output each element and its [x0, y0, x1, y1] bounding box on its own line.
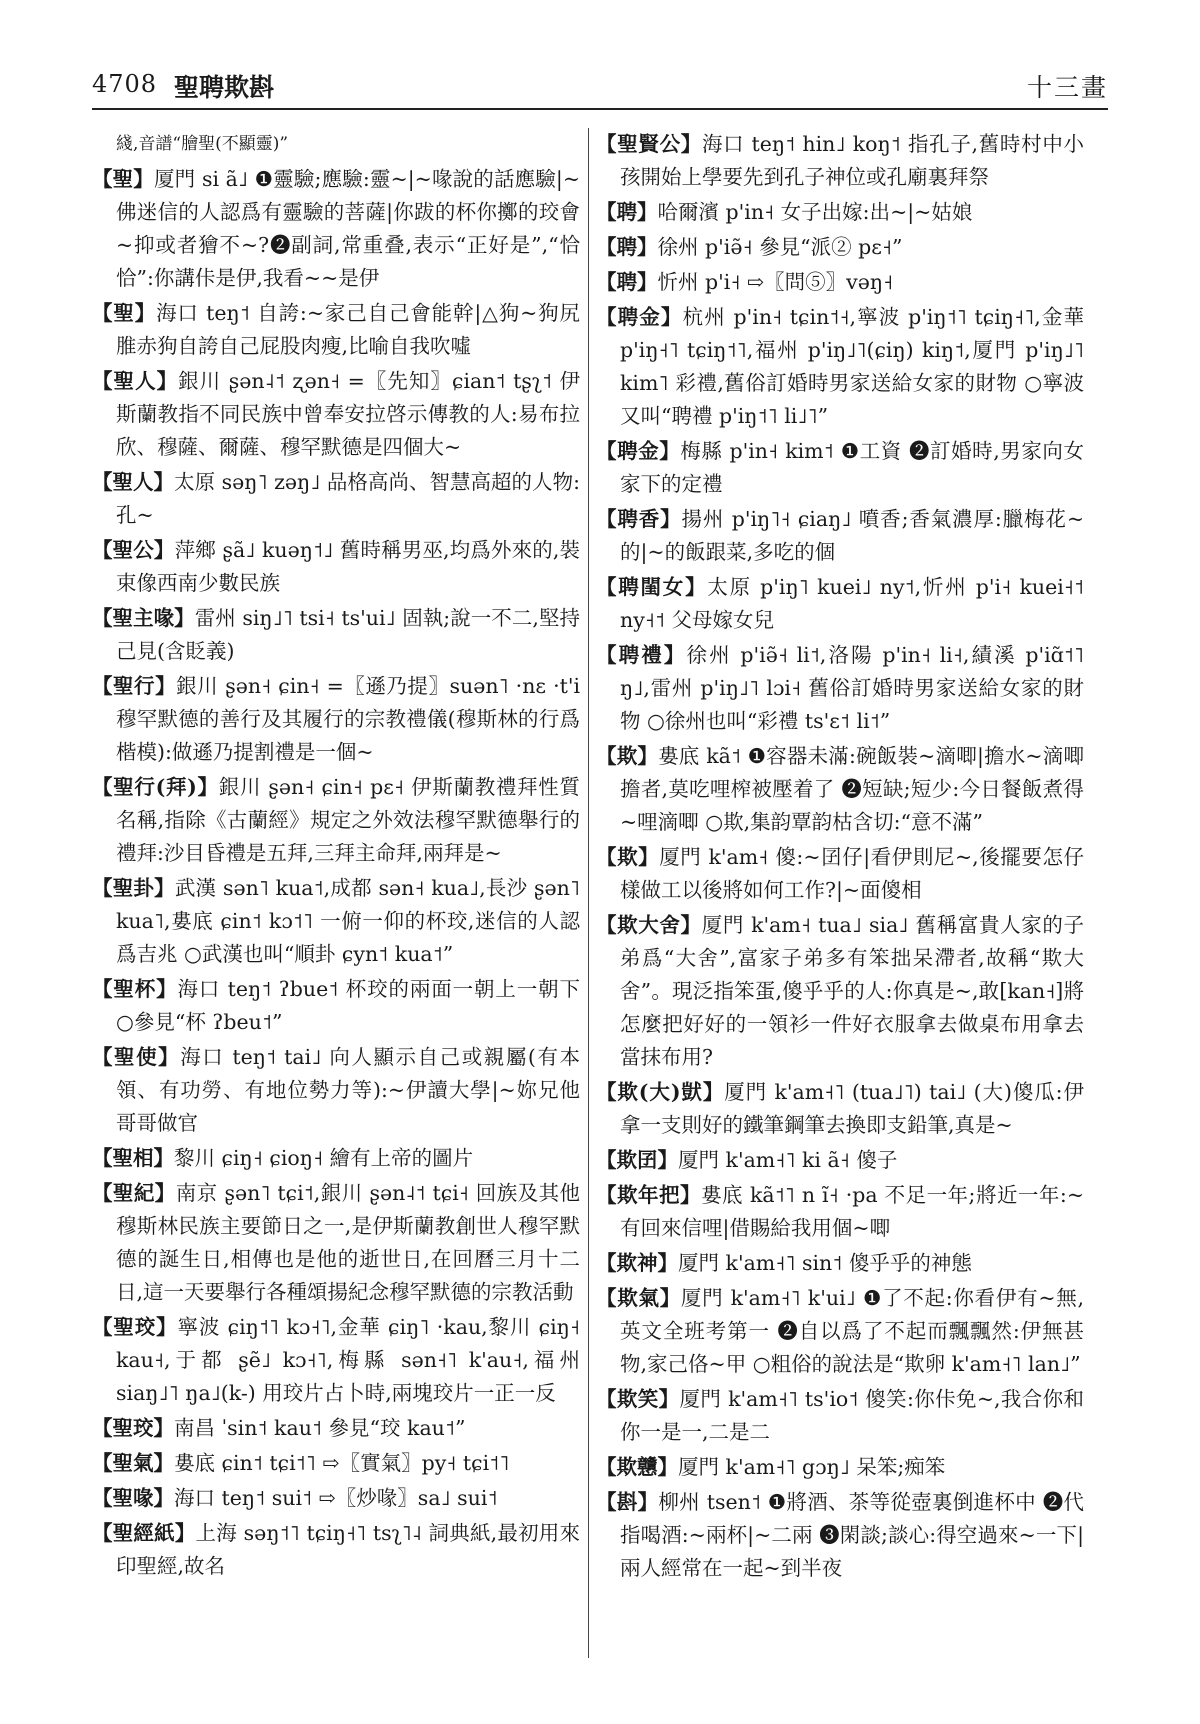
dictionary-entry	[92, 670, 580, 769]
entry-headword: 【欺囝】	[596, 1148, 678, 1172]
entry-headword: 【聖杯】	[92, 977, 178, 1001]
entry-definition: 南京 ʂən˥ tɕi˦,銀川 ʂən˨˦ tɕi˧ 回族及其他穆斯林民族主要節日之一,是伊斯蘭教創世人穆罕默德的誕生日,相傳也是他的逝世日,在回曆三月十二日,這一天要舉行各種頌揚紀念穆罕默德的宗教活動	[116, 1181, 580, 1304]
entry-headword: 【聖行(拜)】	[92, 775, 219, 799]
entry-headword: 【聖相】	[92, 1146, 174, 1170]
entry-definition: 萍鄉 ʂã˩ kuəŋ˦˩ 舊時稱男巫,均爲外來的,裝束像西南少數民族	[116, 538, 580, 595]
dictionary-entry	[92, 771, 580, 870]
page-header	[92, 64, 1108, 110]
entry-definition: 厦門 k'am˧˥ (tua˩˥) tai˩ (大)傻瓜:伊拿一支則好的鐵筆鋼筆去換即支鉛筆,真是~	[620, 1080, 1084, 1137]
entry-definition: 寧波 ɕiŋ˦˥ kɔ˧˥,金華 ɕiŋ˥ ·kau,黎川 ɕiŋ˧ kau˧,于都 ʂẽ˩ kɔ˧˥,梅縣 sən˧˥ k'au˧,福州 siaŋ˩˥ ŋa˩(k-) 用珓片占卜時,兩塊珓片一正一反	[116, 1315, 580, 1405]
entry-headword: 【聖主喙】	[92, 606, 195, 630]
dictionary-entry	[596, 301, 1084, 433]
dictionary-entry	[596, 639, 1084, 738]
dictionary-entry	[92, 1517, 580, 1583]
dictionary-entry	[92, 1177, 580, 1309]
entry-headword: 【聖珓】	[92, 1416, 174, 1440]
dictionary-entry	[92, 365, 580, 464]
left-column	[92, 128, 580, 1688]
dictionary-entry	[92, 1447, 580, 1480]
dictionary-entry	[596, 1144, 1084, 1177]
entry-headword: 【聖人】	[92, 470, 175, 494]
entry-definition: 銀川 ʂən˧ ɕin˧ =〖遜乃提〗suən˥ ·nɛ ·t'i 穆罕默德的善行及其履行的宗教禮儀(穆斯林的行爲楷模):做遜乃提割禮是一個~	[116, 674, 580, 764]
entry-headword: 【欺大舍】	[596, 913, 702, 937]
entry-definition: 海口 teŋ˦ sui˦ ⇨〖炒喙〗sa˩ sui˦	[174, 1486, 498, 1510]
entry-definition: 忻州 p'i˧ ⇨〖問⑤〗vəŋ˧	[657, 270, 894, 294]
entry-headword: 【聘閨女】	[596, 575, 708, 599]
entry-definition: 厦門 k'am˧˥ ts'io˦ 傻笑:你佧免~,我合你和你一是一,二是二	[620, 1387, 1084, 1444]
dictionary-entry	[596, 1076, 1084, 1142]
entry-definition: 武漢 sən˥ kua˦,成都 sən˧ kua˩,長沙 ʂən˥ kua˥,婁底 ɕin˦ kɔ˦˥ 一俯一仰的杯珓,迷信的人認爲吉兆 ○武漢也叫“順卦 ɕyn˦ kua˦”	[116, 876, 580, 966]
entry-definition: 太原 p'iŋ˥ kuei˩ ny˦,忻州 p'i˧ kuei˧˦ ny˧˦ 父母嫁女兒	[620, 575, 1084, 632]
entry-definition: 厦門 k'am˧˥ gɔŋ˩ 呆笨;痴笨	[678, 1455, 946, 1479]
dictionary-entry	[596, 503, 1084, 569]
entry-definition: 太原 səŋ˥ zəŋ˩ 品格高尚、智慧高超的人物:孔~	[116, 470, 580, 527]
entry-headword: 【聘】	[596, 200, 658, 224]
entry-definition: 厦門 k'am˧˥ ki ã˧ 傻子	[678, 1148, 898, 1172]
dictionary-entry	[92, 1311, 580, 1410]
entry-headword: 【欺】	[596, 744, 659, 768]
entry-definition: 厦門 k'am˧˥ sin˦ 傻乎乎的神態	[678, 1251, 972, 1275]
left-entry-list	[92, 163, 580, 1583]
entry-definition: 海口 teŋ˦ hin˩ koŋ˦ 指孔子,舊時村中小孩開始上學要先到孔子神位或孔廟裏拜祭	[620, 132, 1084, 189]
entry-headword: 【聖】	[92, 167, 154, 191]
dictionary-entry	[596, 1486, 1084, 1585]
dictionary-entry	[596, 1451, 1084, 1484]
entry-definition: 婁底 kã˦˥ n ĩ˧ ·pa 不足一年;將近一年:~有回來信哩|借賜給我用個~唧	[620, 1183, 1084, 1240]
entry-headword: 【聖紀】	[92, 1181, 176, 1205]
entry-headword: 【欺(大)獃】	[596, 1080, 725, 1104]
dictionary-entry	[596, 1247, 1084, 1280]
dictionary-entry	[596, 128, 1084, 194]
entry-definition: 海口 teŋ˦ 自誇:~家己自己會能幹|△狗~狗尻脽赤狗自誇自己屁股肉瘦,比喻自我吹噓	[116, 301, 580, 358]
entry-definition: 銀川 ʂən˧ ɕin˧ pɛ˧ 伊斯蘭教禮拜性質名稱,指除《古蘭經》規定之外效法穆罕默德舉行的禮拜:沙目昏禮是五拜,三拜主命拜,兩拜是~	[116, 775, 580, 865]
entry-headword: 【聖喙】	[92, 1486, 174, 1510]
continuation-text: 綫,音譜“膾聖(不顯靈)”	[116, 134, 289, 154]
dictionary-entry	[92, 297, 580, 363]
entry-headword: 【聖珓】	[92, 1315, 178, 1339]
entry-headword: 【聘】	[596, 235, 658, 259]
entry-definition: 徐州 p'iə̃˧ 參見“派② pɛ˧”	[657, 235, 903, 259]
entry-definition: 銀川 ʂən˨˦ ʐən˧ =〖先知〗ɕian˦ tʂʅ˦ 伊斯蘭教指不同民族中曾奉安拉啓示傳教的人:易布拉欣、穆薩、爾薩、穆罕默德是四個大~	[116, 369, 580, 459]
entry-definition: 南昌 ˈsin˦ kau˦ 參見“珓 kau˦”	[174, 1416, 466, 1440]
dictionary-entry	[596, 1383, 1084, 1449]
entry-headword: 【欺神】	[596, 1251, 678, 1275]
entry-headword: 【聖氣】	[92, 1451, 174, 1475]
dictionary-entry	[92, 872, 580, 971]
entry-definition: 厦門 si ã˩ ❶靈驗;應驗:靈~|~喙說的話應驗|~佛迷信的人認爲有靈驗的菩薩|你跋的杯你擲的珓會~抑或者獪不~?❷副詞,常重叠,表示“正好是”,“恰恰”:你講佧是伊,我看~~是伊	[116, 167, 580, 290]
entry-headword: 【聖賢公】	[596, 132, 702, 156]
dictionary-entry	[92, 1412, 580, 1445]
entry-headword: 【聘】	[596, 270, 658, 294]
dictionary-entry	[596, 435, 1084, 501]
entry-definition: 上海 səŋ˦˥ tɕiŋ˧˥ tsʅ˥˨ 詞典紙,最初用來印聖經,故名	[116, 1521, 580, 1578]
dictionary-entry	[596, 841, 1084, 907]
dictionary-entry	[92, 163, 580, 295]
right-entry-list	[596, 128, 1084, 1585]
entry-definition: 柳州 tsen˦ ❶將酒、茶等從壺裏倒進杯中 ❷代指喝酒:~兩杯|~二兩 ❸閑談;談心:得空過來~一下|兩人經常在一起~到半夜	[620, 1490, 1084, 1580]
right-column	[596, 128, 1084, 1688]
entry-definition: 揚州 p'iŋ˥˧ ɕiaŋ˩ 噴香;香氣濃厚:臘梅花~的|~的飯跟菜,多吃的個	[620, 507, 1084, 564]
entry-definition: 厦門 k'am˧ tua˩ sia˩ 舊稱富貴人家的子弟爲“大舍”,富家子弟多有笨拙呆滯者,故稱“欺大舍”。現泛指笨蛋,傻乎乎的人:你真是~,敢[kan˧]將怎麼把好好的一領衫一件好衣服拿去做桌布用拿去當抹布用?	[620, 913, 1084, 1069]
entry-headword: 【聖行】	[92, 674, 177, 698]
entry-definition: 黎川 ɕiŋ˧ ɕioŋ˧ 繪有上帝的圖片	[174, 1146, 474, 1170]
dictionary-entry	[92, 602, 580, 668]
entry-headword: 【聖使】	[92, 1045, 181, 1069]
entry-definition: 雷州 siŋ˩˥ tsi˧ ts'ui˩ 固執;說一不二,堅持己見(含貶義)	[116, 606, 580, 663]
dictionary-entry	[596, 231, 1084, 264]
entry-headword: 【斟】	[596, 1490, 659, 1514]
dictionary-entry	[596, 1179, 1084, 1245]
entry-headword: 【聘禮】	[596, 643, 687, 667]
entry-headword: 【欺笑】	[596, 1387, 680, 1411]
entry-headword: 【聖】	[92, 301, 157, 325]
entry-definition: 海口 teŋ˦ tai˩ 向人顯示自己或親屬(有本領、有功勞、有地位勢力等):~伊讀大學|~妳兄他哥哥做官	[116, 1045, 580, 1135]
page-number: 4708	[92, 70, 158, 98]
entry-definition: 哈爾濱 p'in˧ 女子出嫁:出~|~姑娘	[657, 200, 973, 224]
dictionary-entry	[92, 534, 580, 600]
entry-headword: 【聘金】	[596, 439, 681, 463]
running-title: 聖聘欺斟	[174, 73, 275, 102]
column-divider	[588, 128, 589, 1658]
dictionary-entry	[92, 466, 580, 532]
entry-definition: 婁底 ɕin˦ tɕi˦˥ ⇨〖實氣〗py˧ tɕi˦˥	[174, 1451, 510, 1475]
entry-headword: 【聘金】	[596, 305, 683, 329]
entry-headword: 【欺年把】	[596, 1183, 701, 1207]
entry-definition: 海口 teŋ˦ ʔbue˦ 杯珓的兩面一朝上一朝下 ○參見“杯 ʔbeu˦”	[116, 977, 580, 1034]
entry-headword: 【欺】	[596, 845, 660, 869]
dictionary-entry	[596, 909, 1084, 1074]
entry-headword: 【聖人】	[92, 369, 179, 393]
dictionary-entry	[596, 571, 1084, 637]
dictionary-entry	[596, 1282, 1084, 1381]
dictionary-entry	[92, 973, 580, 1039]
entry-definition: 厦門 k'am˧ 傻:~囝仔|看伊則尼~,後擺要怎仔樣做工以後將如何工作?|~面傻相	[620, 845, 1084, 902]
entry-definition: 杭州 p'in˧ tɕin˦˧,寧波 p'iŋ˦˥ tɕiŋ˧˥,金華 p'iŋ˧˥ tɕiŋ˦˥,福州 p'iŋ˩˥(ɕiŋ) kiŋ˦,厦門 p'iŋ˩˥ kim˥ 彩禮,舊俗訂婚時男家送給女家的財物 ○寧波又叫“聘禮 p'iŋ˦˥ li˩˥”	[620, 305, 1084, 428]
entry-headword: 【欺戇】	[596, 1455, 678, 1479]
dictionary-entry	[92, 1041, 580, 1140]
dictionary-entry	[596, 266, 1084, 299]
entry-headword: 【聖經紙】	[92, 1521, 196, 1545]
entry-headword: 【聘香】	[596, 507, 682, 531]
entry-definition: 厦門 k'am˧˥ k'ui˩ ❶了不起:你看伊有~無,英文全班考第一 ❷自以爲了不起而飄飄然:伊無甚物,家己佫~甲 ○粗俗的說法是“欺卵 k'am˧˥ lan˩”	[620, 1286, 1084, 1376]
entry-headword: 【聖卦】	[92, 876, 175, 900]
dictionary-entry	[596, 740, 1084, 839]
entry-headword: 【聖公】	[92, 538, 175, 562]
stroke-section-label: 十三畫	[1026, 73, 1108, 102]
entry-definition: 婁底 kã˦ ❶容器未滿:碗飯裝~滴唧|擔水~滴唧擔者,莫吃哩榨被壓着了 ❷短缺;短少:今日餐飯煮得~哩滴唧 ○欺,集韵覃韵枯含切:“意不滿”	[620, 744, 1084, 834]
dictionary-entry	[596, 196, 1084, 229]
entry-definition: 徐州 p'iə̃˧ li˦,洛陽 p'in˧ li˧,績溪 p'iɑ̃˦˥ ŋ˩,雷州 p'iŋ˩˥ lɔi˧ 舊俗訂婚時男家送給女家的財物 ○徐州也叫“彩禮 ts'ɛ˦ li˦”	[620, 643, 1084, 733]
dictionary-entry	[92, 1142, 580, 1175]
entry-headword: 【欺氣】	[596, 1286, 681, 1310]
dictionary-entry	[92, 1482, 580, 1515]
entry-definition: 梅縣 p'in˧ kim˦ ❶工資 ❷訂婚時,男家向女家下的定禮	[620, 439, 1084, 496]
